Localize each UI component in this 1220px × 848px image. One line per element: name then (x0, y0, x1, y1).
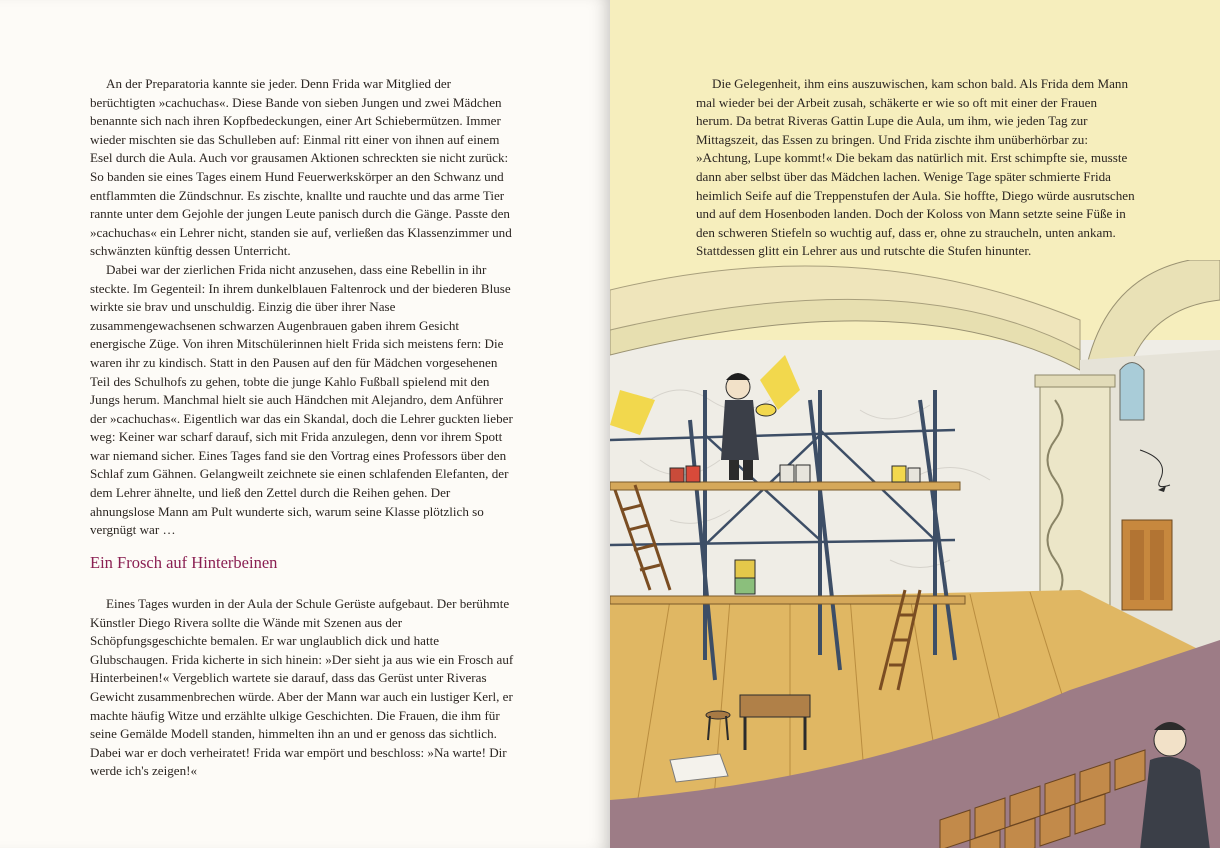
left-body-text (90, 75, 516, 540)
paragraph: An der Preparatoria kannte sie jeder. Denn Frida war Mitglied der berüchtigten »cachuchas«. Diese Bande von sieben Jungen und zwei Mädchen benannte sich nach ihren Kopfbedeckungen, einer Art Schiebermützen. Immer wieder mischten sie das Schulleben auf: Einmal ritt einer von ihnen auf einem Esel durch die Aula. Auch vor grausamen Aktionen schreckten sie nicht zurück: So banden sie eines Tages einem Hund Feuerwerkskörper an den Schwanz und entflammten die Zündschnur. Es zischte, knallte und rauchte und das arme Tier rannte unter dem Gejohle der jungen Leute panisch durch die Gänge. Passte den »cachuchas« ein Lehrer nicht, standen sie auf, verließen das Klassenzimmer und schwänzten künftig dessen Unterricht. (90, 76, 512, 259)
aula-scaffold-illustration (610, 260, 1220, 848)
right-body-text (696, 75, 1136, 261)
paragraph: Eines Tages wurden in der Aula der Schule Gerüste aufgebaut. Der berühmte Künstler Diego Rivera sollte die Wände mit Szenen aus der Schöpfungsgeschichte bemalen. Er war unglaublich dick und hatte Glubschaugen. Frida kicherte in sich hinein: »Der sieht ja aus wie ein Frosch auf Hinterbeinen!« Vergeblich wartete sie darauf, dass das Gerüst unter Riveras Gewicht zusammenbrechen würde. Aber der Mann war auch ein lustiger Kerl, er machte häufig Witze und erzählte ulkige Geschichten. Die Frauen, die ihm für seine Gemälde Modell standen, himmelten ihn an und er genoss das sichtlich. Dabei war er doch verheiratet! Frida war empört und beschloss: »Na warte! Dir werde ich's zeigen!« (90, 596, 514, 779)
right-page (610, 0, 1220, 848)
paragraph: Die Gelegenheit, ihm eins auszuwischen, kam schon bald. Als Frida dem Mann mal wieder bei der Arbeit zusah, schäkerte er wie so oft mit einer der Frauen herum. Da betrat Riveras Gattin Lupe die Aula, um ihm, wie jeden Tag zur Mittagszeit, das Essen zu bringen. Und Frida zischte ihm unüberhörbar zu: »Achtung, Lupe kommt!« Die bekam das natürlich mit. Erst schimpfte sie, musste dann aber selbst über das Mädchen lachen. Wenige Tage später schmierte Frida heimlich Seife auf die Treppenstufen der Aula. Sie hoffte, Diego würde ausrutschen und auf dem Hosenboden landen. Doch der Koloss von Mann setzte seine Füße in den schweren Stiefeln so wuchtig auf, dass er, ohne zu straucheln, unten ankam. Stattdessen glitt ein Lehrer aus und rutschte die Stufen hinunter. (696, 76, 1135, 259)
paragraph: Dabei war der zierlichen Frida nicht anzusehen, dass eine Rebellin in ihr steckte. Im Gegenteil: In ihrem dunkelblauen Faltenrock und der biederen Bluse wirkte sie brav und unschuldig. Einzig die über ihrer Nase zusammengewachsenen schwarzen Augenbrauen gaben ihrem Gesicht energische Züge. Von ihren Mitschülerinnen hielt Frida sich meistens fern: Die waren ihr zu kindisch. Statt in den Pausen auf den für Mädchen vorgesehenen Teil des Schulhofs zu gehen, tobte die junge Kahlo Fußball spielend mit den Jungs herum. Manchmal hielt sie auch Händchen mit Alejandro, dem Anführer der »cachuchas«. Eigentlich war das ein Skandal, doch die Lehrer guckten lieber weg: Keiner war scharf darauf, sich mit Frida anzulegen, denn vor ihrem Spott war niemand sicher. Eines Tages fand sie den Vortrag eines Professors über den Schlaf zum Gähnen. Gelangweilt zeichnete sie einen schlafenden Elefanten, der dem Lehrer ähnelte, und ließ den Zettel durch die Reihen gehen. Der ahnungslose Mann am Pult wunderte sich, warum seine Klasse plötzlich so vergnügt war … (90, 261, 513, 538)
left-body-text-2 (90, 595, 516, 781)
chapter-heading: Ein Frosch auf Hinterbeinen (90, 553, 278, 572)
